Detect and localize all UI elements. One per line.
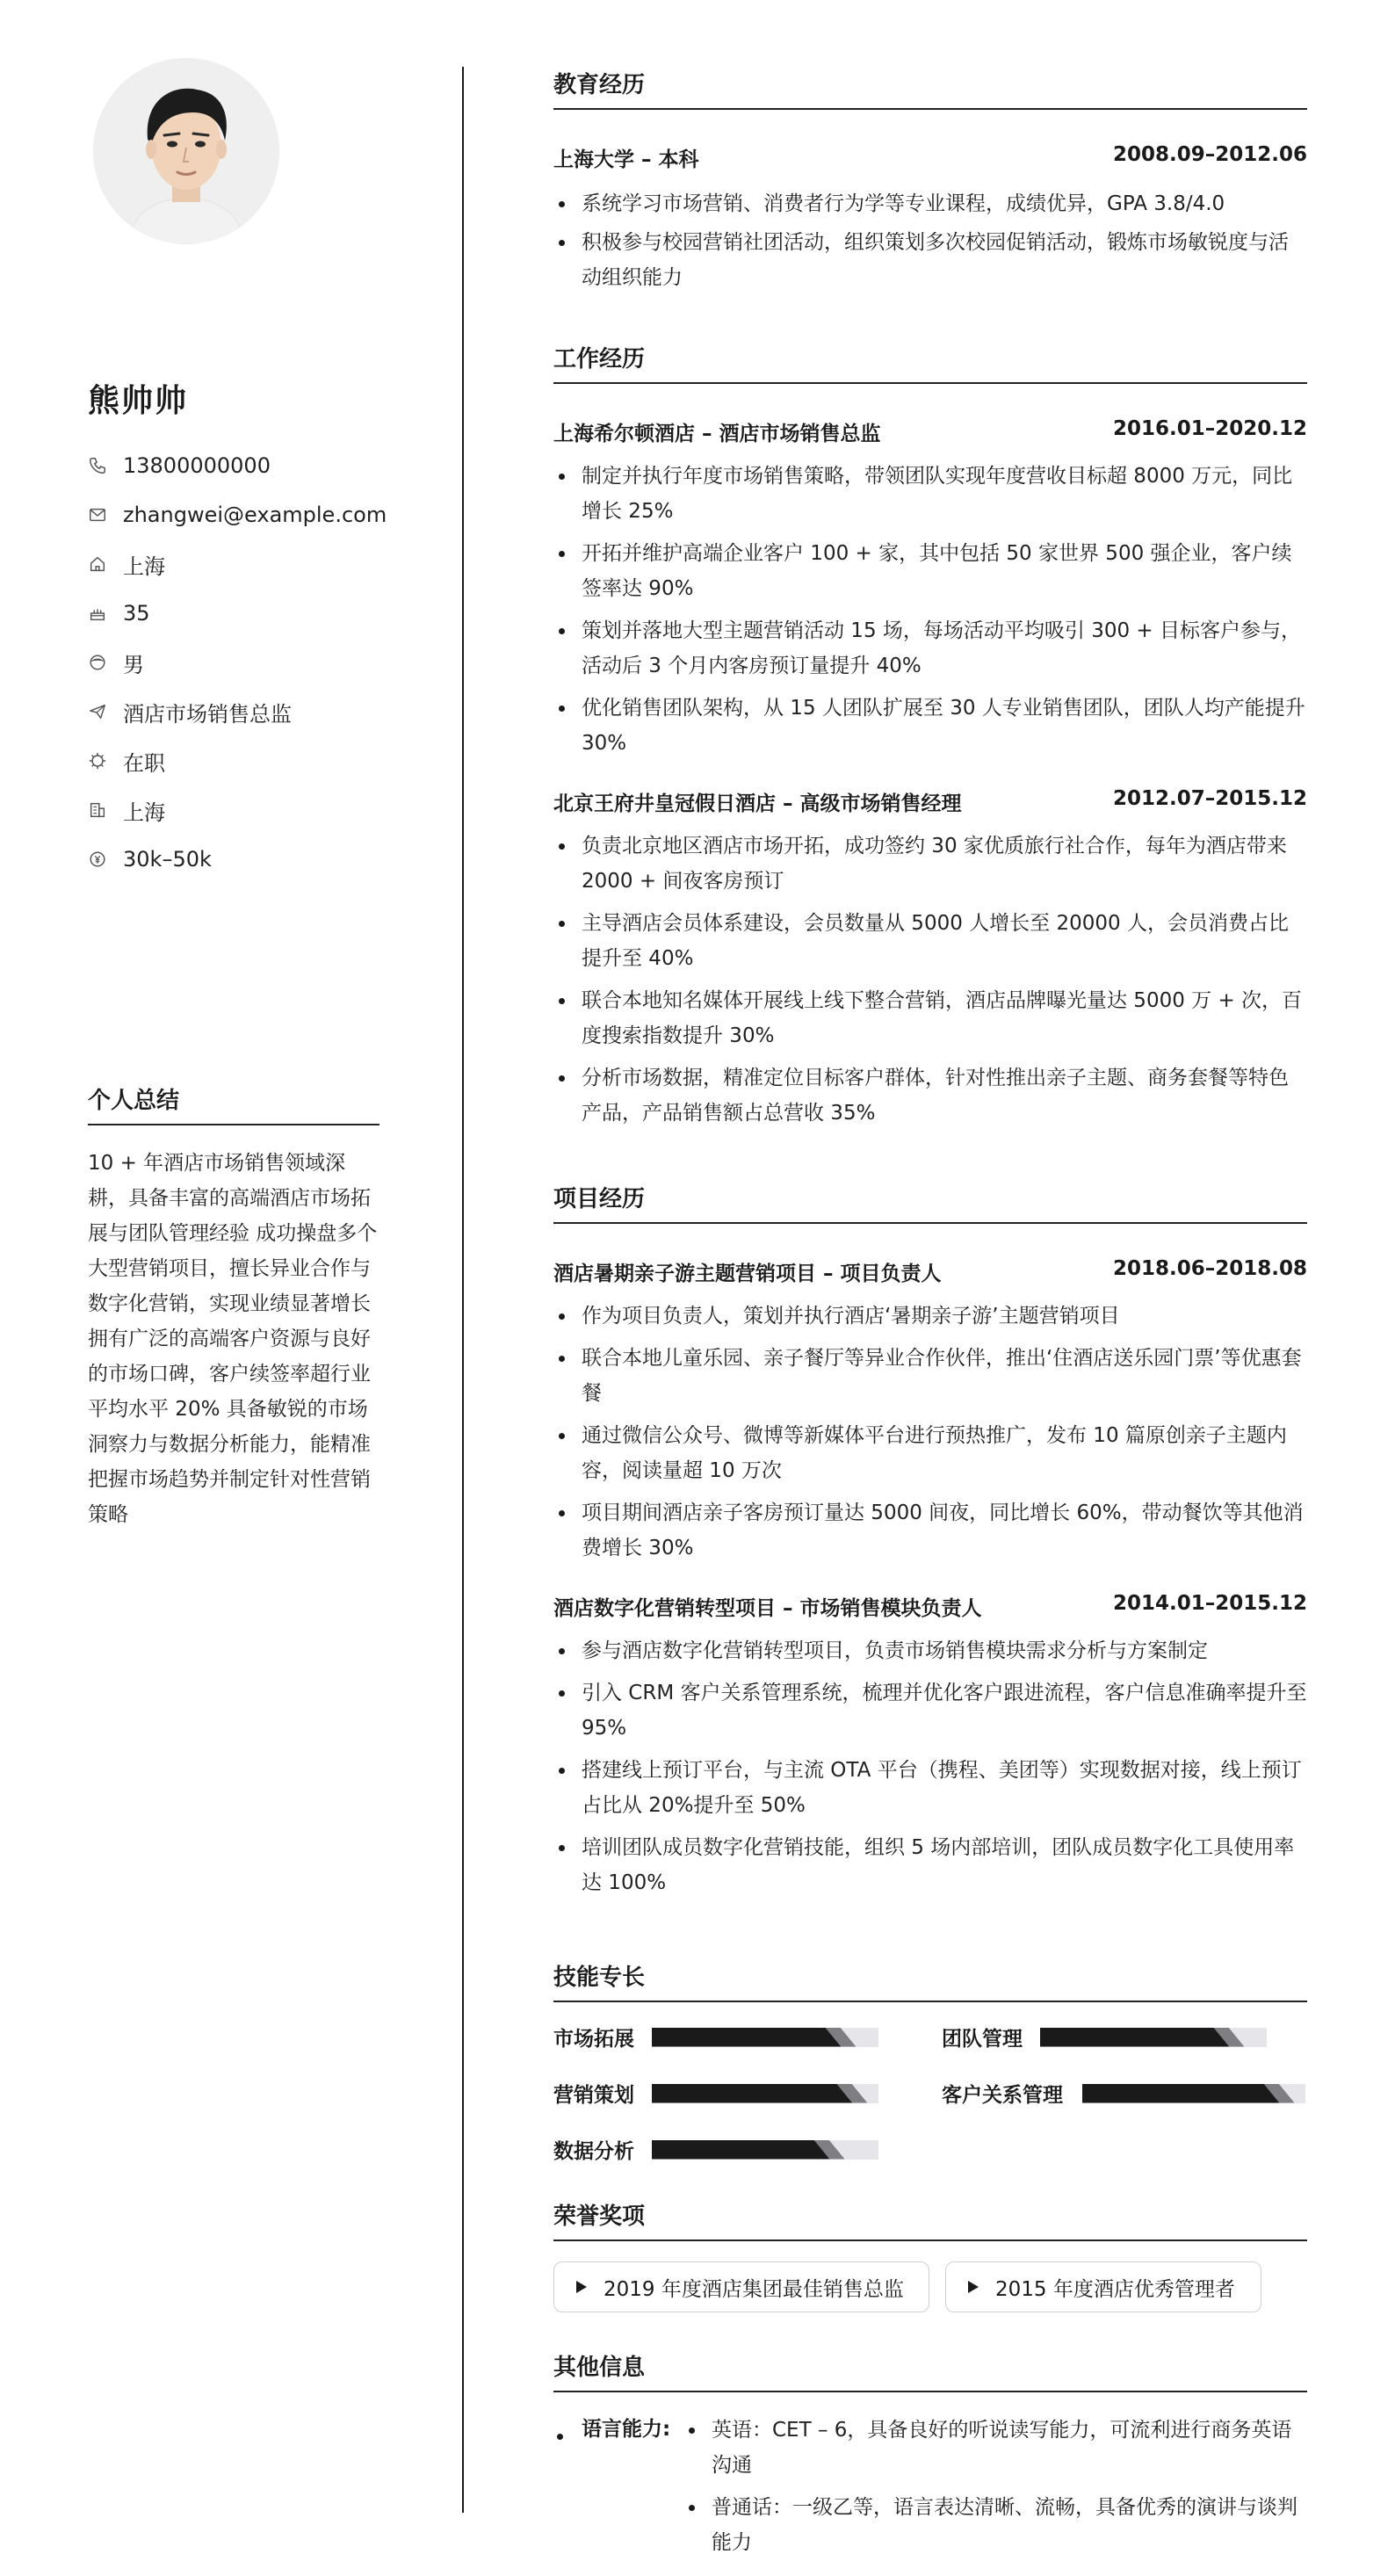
info-location	[88, 539, 379, 589]
projects-title: 项目经历	[553, 1181, 1307, 1224]
list-item: 搭建线上预订平台，与主流 OTA 平台（携程、美团等）实现数据对接，线上预订占比从 20%提升至 50%	[553, 1753, 1307, 1823]
other-info-title: 其他信息	[553, 2349, 1307, 2392]
list-item: 积极参与校园营销社团活动，组织策划多次校园促销活动，锻炼市场敏锐度与活动组织能力	[553, 225, 1307, 295]
salary-icon	[88, 850, 107, 869]
skill-item	[553, 2079, 878, 2108]
summary-text: 10 + 年酒店市场销售领域深耕，具备丰富的高端酒店市场拓展与团队管理经验 成功操盘多个大型营销项目，擅长异业合作与数字化营销，实现业绩显著增长 拥有广泛的高端客户资源与良好的市场口碑，客户续签率超行业平均水平 20% 具备敏锐的市场洞察力与数据分析能力，能精准把握市场趋势并制定针对性营销策略	[88, 1152, 378, 1526]
info-phone-text: 13800000000	[123, 453, 271, 478]
list-item: 制定并执行年度市场销售策略，带领团队实现年度营收目标超 8000 万元，同比增长 25%	[553, 459, 1307, 529]
list-item: 优化销售团队架构，从 15 人团队扩展至 30 人专业销售团队，团队人均产能提升 30%	[553, 691, 1307, 761]
project-name: 酒店暑期亲子游主题营销项目 – 项目负责人	[553, 1263, 942, 1285]
skill-bar	[652, 2084, 878, 2103]
info-location-text: 上海	[123, 554, 165, 579]
project-entry-header	[553, 1257, 1307, 1286]
list-item: 开拓并维护高端企业客户 100 + 家，其中包括 50 家世界 500 强企业，客户续签率达 90%	[553, 536, 1307, 606]
send-icon	[88, 702, 107, 721]
skill-bar-fill	[1082, 2084, 1294, 2103]
info-position-text: 酒店市场销售总监	[123, 701, 292, 727]
skill-bar	[1040, 2028, 1267, 2047]
awards-section	[553, 2198, 1307, 2321]
list-item: 引入 CRM 客户关系管理系统，梳理并优化客户跟进流程，客户信息准确率提升至 95%	[553, 1675, 1307, 1746]
info-email-text: zhangwei@example.com	[123, 503, 387, 527]
work-title: 工作经历	[553, 341, 1307, 384]
list-item: 培训团队成员数字化营销技能，组织 5 场内部培训，团队成员数字化工具使用率达 100%	[553, 1830, 1307, 1900]
list-item: 分析市场数据，精准定位目标客户群体，针对性推出亲子主题、商务套餐等特色产品，产品销售额占总营收 35%	[553, 1060, 1307, 1131]
gender-icon	[88, 653, 107, 672]
project-name: 酒店数字化营销转型项目 – 市场销售模块负责人	[553, 1597, 982, 1620]
skill-label: 团队管理	[942, 2028, 1023, 2051]
other-info-section	[553, 2349, 1307, 2560]
award-badge	[553, 2261, 929, 2312]
info-status	[88, 736, 379, 785]
project-date: 2018.06–2018.08	[1112, 1257, 1307, 1280]
info-gender	[88, 638, 379, 687]
list-item: 系统学习市场营销、消费者行为学等专业课程，成绩优异，GPA 3.8/4.0	[553, 186, 1307, 221]
list-item: 负责北京地区酒店市场开拓，成功签约 30 家优质旅行社合作，每年为酒店带来 2000 + 间夜客房预订	[553, 829, 1307, 899]
info-status-text: 在职	[123, 750, 165, 776]
skill-label: 数据分析	[553, 2140, 634, 2163]
skill-bar	[652, 2140, 878, 2160]
list-item: 策划并落地大型主题营销活动 15 场，每场活动平均吸引 300 + 目标客户参与，活动后 3 个月内客房预订量提升 40%	[553, 613, 1307, 684]
contact-info-list	[88, 441, 387, 884]
skill-bar-fill	[652, 2084, 867, 2103]
skill-item	[553, 2022, 878, 2051]
education-entry-header	[553, 143, 1307, 172]
info-city	[88, 785, 379, 835]
cake-icon	[88, 604, 107, 623]
work-bullets	[553, 829, 1307, 1131]
skill-bar	[652, 2028, 878, 2047]
work-bullets	[553, 459, 1307, 761]
play-icon	[575, 2280, 588, 2294]
skill-item	[942, 2079, 1305, 2108]
building-icon	[88, 800, 107, 820]
education-school: 上海大学 – 本科	[553, 148, 699, 171]
play-icon	[967, 2280, 979, 2294]
info-position	[88, 687, 379, 736]
education-title: 教育经历	[553, 67, 1307, 110]
work-section	[553, 341, 1307, 1131]
mail-icon	[88, 505, 107, 525]
skill-bar	[1082, 2084, 1305, 2103]
summary-title: 个人总结	[88, 1082, 379, 1125]
skill-bar-fill	[652, 2028, 856, 2047]
info-age-text: 35	[123, 601, 150, 626]
avatar	[93, 58, 279, 244]
work-company: 北京王府井皇冠假日酒店 – 高级市场销售经理	[553, 792, 962, 815]
info-age	[88, 589, 379, 638]
education-section	[553, 67, 1307, 295]
info-salary	[88, 835, 379, 884]
candidate-name: 熊帅帅	[88, 383, 189, 419]
skill-item	[942, 2022, 1267, 2051]
skill-label: 营销策划	[553, 2084, 634, 2107]
award-text: 2019 年度酒店集团最佳销售总监	[604, 2277, 904, 2301]
skill-bar-fill	[1040, 2028, 1244, 2047]
status-icon	[88, 751, 107, 771]
list-item: 联合本地知名媒体开展线上线下整合营销，酒店品牌曝光量达 5000 万 + 次，百度搜索指数提升 30%	[553, 983, 1307, 1053]
skill-label: 市场拓展	[553, 2028, 634, 2051]
work-date: 2016.01–2020.12	[1112, 417, 1307, 440]
list-item: 英语：CET – 6，具备良好的听说读写能力，可流利进行商务英语沟通	[683, 2413, 1307, 2483]
home-icon	[88, 554, 107, 574]
phone-icon	[88, 456, 107, 475]
project-bullets	[553, 1299, 1307, 1566]
info-phone	[88, 441, 379, 490]
list-item: 作为项目负责人，策划并执行酒店‘暑期亲子游’主题营销项目	[553, 1299, 1307, 1334]
list-item: 联合本地儿童乐园、亲子餐厅等异业合作伙伴，推出‘住酒店送乐园门票’等优惠套餐	[553, 1341, 1307, 1411]
project-bullets	[553, 1633, 1307, 1900]
list-item: 主导酒店会员体系建设，会员数量从 5000 人增长至 20000 人，会员消费占比提升至 40%	[553, 906, 1307, 976]
info-city-text: 上海	[123, 800, 165, 825]
list-item: 通过微信公众号、微博等新媒体平台进行预热推广，发布 10 篇原创亲子主题内容，阅读量超 10 万次	[553, 1418, 1307, 1488]
project-date: 2014.01–2015.12	[1112, 1592, 1307, 1615]
skill-item	[553, 2135, 878, 2164]
skill-bar-fill	[652, 2140, 844, 2160]
column-divider	[462, 67, 464, 2513]
work-entry-header	[553, 787, 1307, 816]
list-item: 参与酒店数字化营销转型项目，负责市场销售模块需求分析与方案制定	[553, 1633, 1307, 1668]
work-date: 2012.07–2015.12	[1112, 787, 1307, 810]
skills-title: 技能专长	[553, 1959, 1307, 2002]
language-label: 语言能力:	[582, 2413, 670, 2442]
education-date: 2008.09–2012.06	[1112, 143, 1307, 166]
awards-title: 荣誉奖项	[553, 2198, 1307, 2241]
awards-list	[553, 2261, 1307, 2314]
list-item: 项目期间酒店亲子客房预订量达 5000 间夜，同比增长 60%，带动餐饮等其他消费增长 30%	[553, 1495, 1307, 1566]
language-list	[683, 2413, 1307, 2567]
project-entry-header	[553, 1592, 1307, 1621]
award-text: 2015 年度酒店优秀管理者	[995, 2277, 1235, 2301]
avatar-portrait	[93, 58, 279, 244]
info-salary-text: 30k–50k	[123, 847, 212, 872]
education-bullets	[553, 186, 1307, 295]
skills-section	[553, 1959, 1307, 2170]
projects-section	[553, 1181, 1307, 1900]
work-entry-header	[553, 417, 1307, 446]
skill-label: 客户关系管理	[942, 2084, 1063, 2107]
award-badge	[945, 2261, 1261, 2312]
list-item: 普通话：一级乙等，语言表达清晰、流畅，具备优秀的演讲与谈判能力	[683, 2490, 1307, 2560]
work-company: 上海希尔顿酒店 – 酒店市场销售总监	[553, 423, 881, 445]
info-gender-text: 男	[123, 652, 144, 677]
info-email	[88, 490, 387, 539]
